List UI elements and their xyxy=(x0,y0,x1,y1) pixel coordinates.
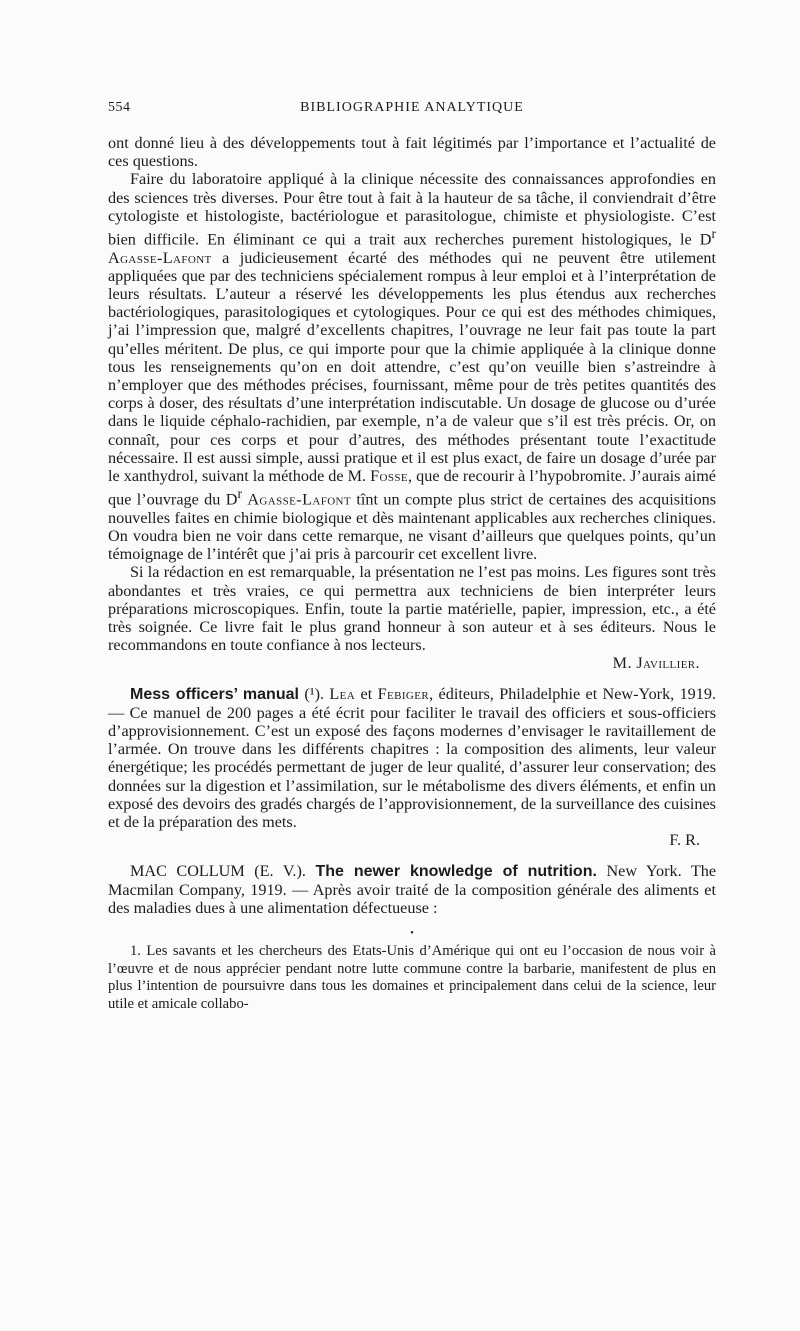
running-title: BIBLIOGRAPHIE ANALYTIQUE xyxy=(300,100,524,115)
book-title: The newer knowledge of nutrition. xyxy=(315,862,597,880)
main-text xyxy=(108,134,716,917)
footnotes xyxy=(108,943,716,1013)
text-run: , que de recourir à l’hypobromite. J’aurais aimé que l’ouvrage du D xyxy=(108,467,716,509)
footnote-marker: (¹). xyxy=(304,684,325,703)
reviewer-signature: F. R. xyxy=(669,831,700,850)
superscript: r xyxy=(237,486,242,502)
review-continuation-paragraph: ont donné lieu à des développements tout à fait légitimés par l’importance et l’actualité de ces questions. xyxy=(108,134,716,171)
review-entry xyxy=(108,862,716,918)
page xyxy=(108,100,716,1013)
section-break xyxy=(108,850,716,862)
text-run: et xyxy=(355,684,378,703)
bullet-mark: • xyxy=(410,928,414,940)
page-number: 554 xyxy=(108,100,131,115)
footnote: 1. Les savants et les chercheurs des Etats-Unis d’Amérique qui ont eu l’occasion de nous voir à l’œuvre et de nous apprécier pendant notre lutte commune contre la barbarie, manifestent de plus en plus l’intention de poursuivre dans tous les domaines et principalement dans celui de la science, leur utile et amicale collabo- xyxy=(108,943,716,1012)
author-name: Agasse-Lafont xyxy=(108,248,212,267)
section-break xyxy=(108,673,716,685)
text-run: tînt un compte plus strict de certaines des acquisitions nouvelles faites en chimie biologique et dès maintenant applicables aux recherches cliniques. On voudra bien ne voir dans cette remarque, ne visant d’ailleurs que quelques points, qu’un témoignage de l’intérêt que j’ai pris à parcourir cet excellent livre. xyxy=(108,490,717,564)
reviewer-signature: M. Javillier. xyxy=(612,654,700,673)
publisher-name: Lea xyxy=(329,684,356,703)
review-paragraph xyxy=(108,170,716,563)
publisher-name: Febiger xyxy=(377,684,430,703)
book-title: Mess officers’ manual xyxy=(130,685,299,703)
text-run: New York. The Macmilan Company, 1919. — Après avoir traité de la composition générale des aliments et des maladies dues à une alimentation défectueuse : xyxy=(108,861,717,917)
author-name: Agasse-Lafont xyxy=(247,490,352,509)
text-run: Faire du laboratoire appliqué à la clinique nécessite des connaissances approfondies en des sciences très diverses. Pour être tout à fait à la hauteur de sa tâche, il conviendrait d’être cytologiste et histologiste, bactériologue et parasitologue, chimiste et physiologiste. C’est bien difficile. En éliminant ce qui a trait aux recherches purement histologiques, le D xyxy=(108,170,716,249)
text-run: Si la rédaction en est remarquable, la présentation ne l’est pas moins. Les figures sont très abondantes et très vraies, ce qui permettra aux techniciens de bien interpréter leurs préparations microscopiques. Enfin, toute la partie matérielle, papier, impression, etc., a été très soignée. Ce livre fait le plus grand honneur à son auteur et à ses éditeurs. Nous le recommandons en toute confiance à nos lecteurs. xyxy=(108,563,716,655)
review-entry xyxy=(108,685,716,850)
text-run: , éditeurs, Philadelphie et New-York, 1919. — Ce manuel de 200 pages a été écrit pour faciliter le travail des officiers et sous-officiers d’approvisionnement. C’est un exposé des façons modernes d’envisager le ravitaillement de l’armée. On trouve dans les différents chapitres : la composition des aliments, leur valeur énergétique; les procédés permettant de juger de leur qualité, d’assurer leur conservation; des données sur la digestion et l’assimilation, sur le métabolisme des divers éléments, et enfin un exposé des devoirs des gradés chargés de l’approvisionnement, de la surveillance des cuisines et de la préparation des mets. xyxy=(108,684,717,832)
text-run: a judicieusement écarté des méthodes qui ne peuvent être utilement appliquées que par des techniciens spécialement rompus à leur emploi et à l’interprétation de leurs résultats. L’auteur a réservé les développements les plus étendus aux recherches bactériologiques, parasitologiques et cytologiques. Pour ce qui est des méthodes chimiques, j’ai l’impression que, malgré d’excellents chapitres, l’ouvrage ne leur fait pas toute la part qu’elles méritent. De plus, ce qui importe pour que la chimie appliquée à la clinique donne tous les renseignements qu’on en doit attendre, c’est qu’on veuille bien s’astreindre à n’employer que des méthodes précises, fournissant, même pour de très petites quantités des corps à doser, des résultats d’une interprétation indiscutable. Un dosage de glucose ou d’urée dans le liquide céphalo-rachidien, par exemple, n’a de valeur que s’il est très précis. Or, on connaît, pour ces corps et pour d’autres, des méthodes présentant toute l’exactitude nécessaire. Il est aussi simple, aussi pratique et il est plus exact, de faire un dosage d’urée par le xanthydrol, suivant la méthode de M. xyxy=(108,248,716,486)
person-name: Fosse xyxy=(370,467,409,486)
book-author: MAC COLLUM (E. V.). xyxy=(130,861,306,880)
review-paragraph xyxy=(108,563,716,672)
superscript: r xyxy=(711,226,716,242)
running-head xyxy=(108,100,716,126)
